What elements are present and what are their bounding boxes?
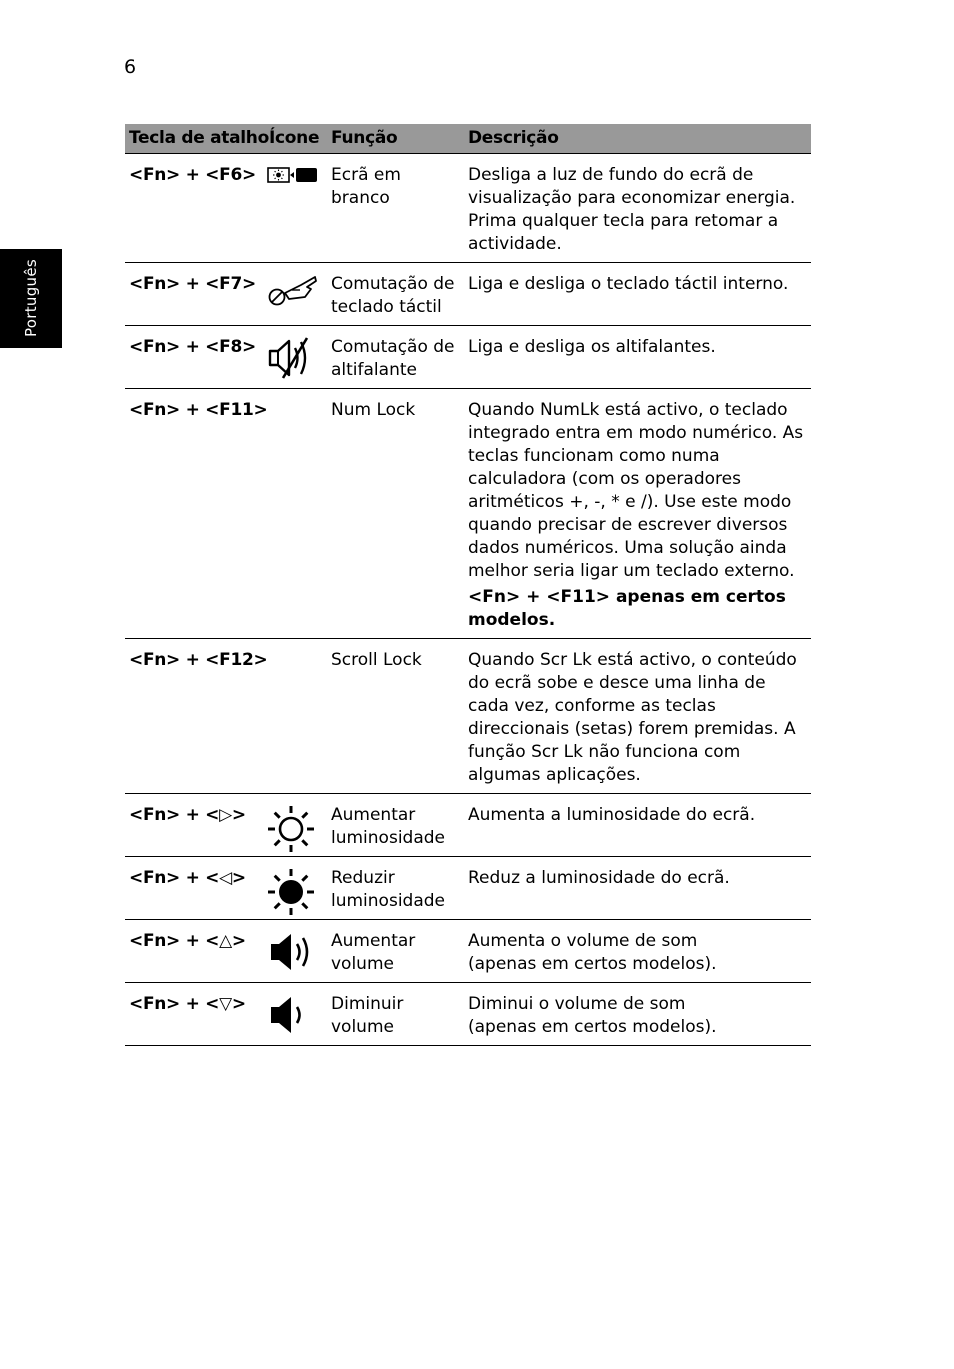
hotkey-cell: <Fn> + <◁> <box>125 857 265 920</box>
icon-cell <box>265 794 327 857</box>
description-cell: Aumenta o volume de som (apenas em certos modelos). <box>464 920 811 983</box>
description-note: <Fn> + <F11> apenas em certos modelos. <box>468 587 786 630</box>
icon-cell <box>265 154 327 263</box>
hotkey-cell: <Fn> + <F11> <box>125 389 265 639</box>
description-cell: Liga e desliga os altifalantes. <box>464 326 811 389</box>
description-cell <box>464 389 811 639</box>
icon-cell <box>265 920 327 983</box>
table-row <box>125 794 811 857</box>
header-hotkey: Tecla de atalho <box>125 124 265 154</box>
function-cell: Diminuir volume <box>327 983 464 1046</box>
speaker-mute-icon <box>267 336 319 380</box>
header-icon: Ícone <box>265 124 327 154</box>
hotkey-cell: <Fn> + <△> <box>125 920 265 983</box>
header-description: Descrição <box>464 124 811 154</box>
icon-cell <box>265 639 327 794</box>
page-number: 6 <box>124 56 137 78</box>
table-row <box>125 639 811 794</box>
icon-cell <box>265 983 327 1046</box>
icon-cell <box>265 389 327 639</box>
function-cell: Scroll Lock <box>327 639 464 794</box>
table-row <box>125 154 811 263</box>
description-cell: Quando Scr Lk está activo, o conteúdo do ecrã sobe e desce uma linha de cada vez, conforme as teclas direccionais (setas) forem premidas. A função Scr Lk não funciona com algumas aplicações. <box>464 639 811 794</box>
hotkey-cell: <Fn> + <F7> <box>125 263 265 326</box>
display-off-icon <box>267 164 319 186</box>
language-label: Português <box>22 258 40 338</box>
function-cell: Comutação de altifalante <box>327 326 464 389</box>
table-row <box>125 263 811 326</box>
brightness-down-icon <box>267 867 319 917</box>
function-cell: Comutação de teclado táctil <box>327 263 464 326</box>
function-cell: Ecrã em branco <box>327 154 464 263</box>
hotkey-cell: <Fn> + <▽> <box>125 983 265 1046</box>
volume-down-icon <box>267 993 319 1037</box>
table-row <box>125 389 811 639</box>
description-cell: Desliga a luz de fundo do ecrã de visualização para economizar energia. Prima qualquer tecla para retomar a actividade. <box>464 154 811 263</box>
hotkey-cell: <Fn> + <F12> <box>125 639 265 794</box>
icon-cell <box>265 326 327 389</box>
table-row <box>125 857 811 920</box>
brightness-up-icon <box>267 804 319 854</box>
table-row <box>125 326 811 389</box>
table-row <box>125 983 811 1046</box>
hotkey-cell: <Fn> + <F6> <box>125 154 265 263</box>
icon-cell <box>265 263 327 326</box>
description-cell: Liga e desliga o teclado táctil interno. <box>464 263 811 326</box>
hotkey-cell: <Fn> + <▷> <box>125 794 265 857</box>
function-cell: Aumentar luminosidade <box>327 794 464 857</box>
description-cell: Diminui o volume de som (apenas em certos modelos). <box>464 983 811 1046</box>
function-cell: Aumentar volume <box>327 920 464 983</box>
function-cell: Num Lock <box>327 389 464 639</box>
touchpad-toggle-icon <box>267 273 319 307</box>
icon-cell <box>265 857 327 920</box>
header-function: Função <box>327 124 464 154</box>
description-cell: Aumenta a luminosidade do ecrã. <box>464 794 811 857</box>
language-side-tab <box>0 249 62 348</box>
function-cell: Reduzir luminosidade <box>327 857 464 920</box>
volume-up-icon <box>267 930 319 974</box>
description-cell: Reduz a luminosidade do ecrã. <box>464 857 811 920</box>
table-row <box>125 920 811 983</box>
hotkey-cell: <Fn> + <F8> <box>125 326 265 389</box>
description-text: Quando NumLk está activo, o teclado integrado entra em modo numérico. As teclas funcionam como numa calculadora (com os operadores aritméticos +, -, * e /). Use este modo quando precisar de escrever diversos dados numéricos. Uma solução ainda melhor seria ligar um teclado externo. <box>468 400 804 581</box>
shortcut-table <box>125 124 811 1046</box>
table-header-row <box>125 124 811 154</box>
